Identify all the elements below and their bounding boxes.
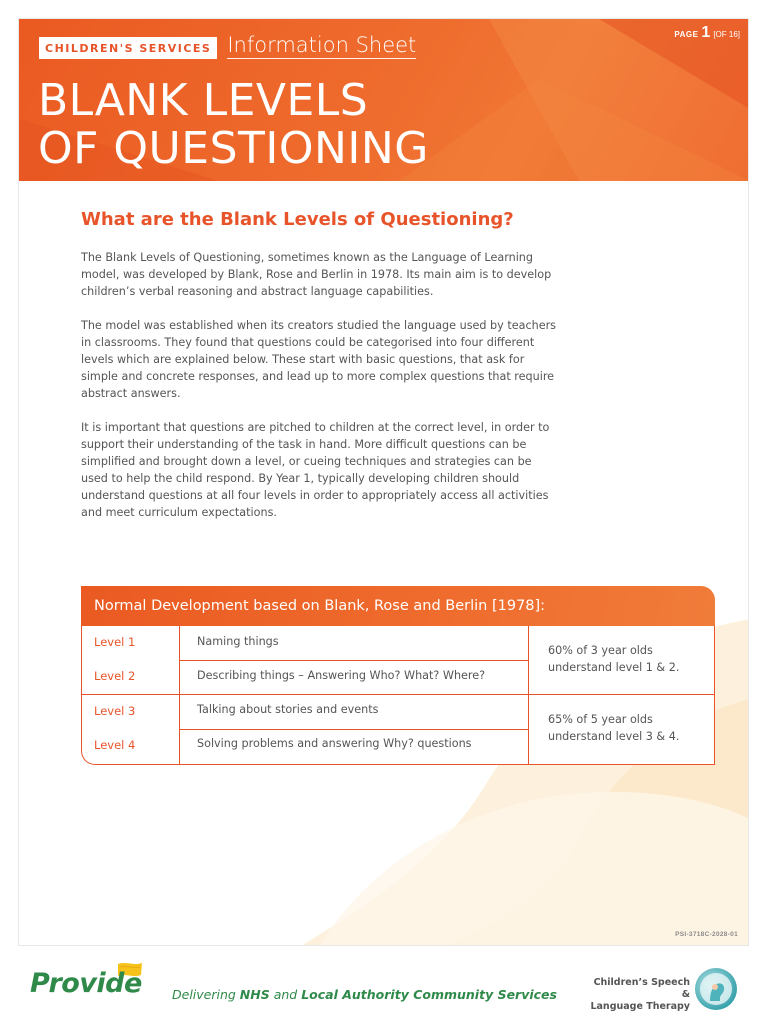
row-divider bbox=[179, 660, 528, 661]
intro-section bbox=[81, 209, 561, 538]
level-3-label: Level 3 bbox=[94, 704, 136, 718]
column-divider bbox=[528, 626, 529, 764]
page-indicator bbox=[674, 24, 740, 42]
section-heading: What are the Blank Levels of Questioning? bbox=[81, 209, 514, 230]
page-title bbox=[38, 77, 429, 173]
intro-paragraph-1: The Blank Levels of Questioning, sometimes known as the Language of Learning model, was developed by Blank, Rose and Berlin in 1978. Its main aim is to develop children’s verbal reasoning and abstract language capabilities. bbox=[81, 251, 552, 298]
stat-levels-3-4 bbox=[548, 711, 713, 745]
service-line-1: Children’s Speech & bbox=[593, 977, 690, 1000]
header-banner bbox=[19, 19, 749, 181]
speech-therapy-logo-icon bbox=[694, 967, 738, 1011]
service-line-2: Language Therapy bbox=[590, 1001, 690, 1012]
page-total: [OF 16] bbox=[713, 30, 740, 39]
service-name bbox=[584, 977, 690, 1013]
intro-paragraph-3: It is important that questions are pitched to children at the correct level, in order to support their understanding of the task in hand. More difficult questions can be simplified and brought down a level, or cueing techniques and strategies can be used to help the child respond. By Year 1, typically developing children should understand questions at all four levels in order to appropriately access all activities and meet curriculum expectations. bbox=[81, 421, 550, 519]
table-header bbox=[81, 586, 715, 626]
title-line-1: BLANK LEVELS bbox=[38, 75, 369, 126]
stat-line: 65% of 5 year olds bbox=[548, 713, 653, 726]
header-label-row bbox=[39, 33, 416, 59]
level-4-label: Level 4 bbox=[94, 738, 136, 752]
level-4-description: Solving problems and answering Why? questions bbox=[197, 737, 472, 750]
stat-line: understand level 3 & 4. bbox=[548, 730, 680, 743]
page-label: PAGE bbox=[674, 30, 699, 39]
provide-logo: Provide bbox=[30, 968, 142, 999]
level-1-description: Naming things bbox=[197, 635, 279, 648]
development-table bbox=[81, 586, 715, 765]
level-2-description: Describing things – Answering Who? What? Where? bbox=[197, 669, 486, 682]
row-divider bbox=[179, 729, 528, 730]
level-2-label: Level 2 bbox=[94, 669, 136, 683]
stat-line: understand level 1 & 2. bbox=[548, 661, 680, 674]
tagline-local-authority: Local Authority Community Services bbox=[301, 987, 557, 1002]
table-body bbox=[81, 626, 715, 765]
tagline-nhs: NHS bbox=[239, 987, 270, 1002]
stat-line: 60% of 3 year olds bbox=[548, 644, 653, 657]
doc-type-label: Information Sheet bbox=[227, 33, 417, 57]
tagline-prefix: Delivering bbox=[172, 987, 240, 1002]
tagline-middle: and bbox=[269, 987, 302, 1002]
intro-paragraph-2: The model was established when its creators studied the language used by teachers in classrooms. They found that questions could be categorised into four different levels which are explained below. These start with basic questions, that ask for simple and concrete responses, and lead up to more complex questions that require abstract answers. bbox=[81, 319, 557, 400]
group-divider bbox=[82, 694, 714, 695]
level-1-label: Level 1 bbox=[94, 635, 136, 649]
stat-levels-1-2 bbox=[548, 642, 713, 676]
column-divider bbox=[179, 626, 180, 764]
title-line-2: OF QUESTIONING bbox=[38, 123, 429, 174]
level-3-description: Talking about stories and events bbox=[197, 703, 379, 716]
table-heading: Normal Development based on Blank, Rose and Berlin [1978]: bbox=[94, 598, 546, 614]
page-current: 1 bbox=[701, 24, 711, 41]
section-label: CHILDREN'S SERVICES bbox=[39, 37, 217, 59]
footer-tagline bbox=[172, 987, 557, 1002]
page-frame bbox=[18, 18, 749, 946]
reference-code: PSI-3718C-2028-01 bbox=[675, 931, 738, 938]
